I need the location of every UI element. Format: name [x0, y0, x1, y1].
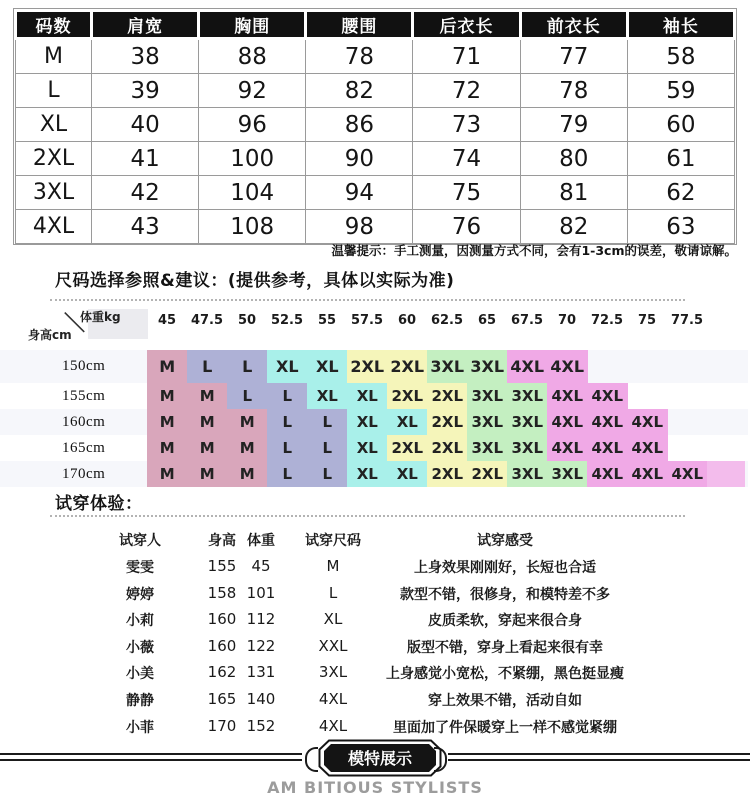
measure-value-cell: 86 — [306, 108, 413, 142]
fitting-person: 小美 — [126, 666, 154, 683]
measure-value-cell: 73 — [413, 108, 520, 142]
size-cell: 2XL — [347, 350, 388, 383]
fitting-weight: 112 — [246, 610, 276, 629]
measure-header-cell: 后衣长 — [413, 11, 520, 39]
size-cell: M — [227, 461, 268, 487]
measure-value-cell: 82 — [306, 74, 413, 108]
measure-table-row — [16, 39, 735, 74]
measure-value-cell: 74 — [413, 142, 520, 176]
measure-value-cell: 108 — [199, 210, 306, 244]
footer-rule-left — [0, 753, 302, 761]
size-cell: M — [227, 409, 268, 435]
size-cell: 4XL — [667, 461, 708, 487]
size-cell: 2XL — [427, 409, 468, 435]
size-cell: 2XL — [467, 461, 508, 487]
measure-value-cell: 78 — [520, 74, 627, 108]
weight-label: 50 — [237, 313, 257, 328]
measure-table-row — [16, 176, 735, 210]
size-cell: XL — [347, 435, 388, 461]
measure-value-cell: 98 — [306, 210, 413, 244]
fitting-weight: 122 — [246, 636, 276, 655]
fitting-height: 165 — [207, 690, 237, 708]
size-cell: 2XL — [387, 350, 428, 383]
fitting-person: 静静 — [126, 693, 154, 709]
size-cell: 4XL — [547, 350, 588, 383]
measure-header-cell: 袖长 — [627, 11, 734, 39]
fitting-weight: 140 — [246, 690, 276, 708]
measure-value-cell: 71 — [413, 39, 520, 74]
badge-plaque-icon — [318, 739, 442, 777]
size-cell: M — [147, 383, 188, 409]
fitting-size: XL — [323, 610, 343, 629]
measure-size-cell: 2XL — [16, 142, 92, 176]
measure-header-cell: 腰围 — [306, 11, 413, 39]
weight-label: 60 — [397, 313, 417, 328]
fitting-header-cell: 试穿尺码 — [305, 533, 361, 549]
measure-header-cell: 前衣长 — [520, 11, 627, 39]
fitting-person: 小莉 — [126, 613, 154, 630]
measure-value-cell: 100 — [199, 142, 306, 176]
size-cell: 2XL — [387, 383, 428, 409]
size-cell: XL — [307, 383, 348, 409]
size-cell-filler — [707, 461, 745, 487]
fitting-person: 婷婷 — [126, 586, 154, 603]
weight-label: 57.5 — [350, 313, 384, 328]
size-cell: M — [187, 383, 228, 409]
fitting-height: 170 — [207, 716, 237, 735]
brand-subtitle: AM BITIOUS STYLISTS — [267, 778, 483, 797]
measure-value-cell: 61 — [627, 142, 734, 176]
measure-value-cell: 79 — [520, 108, 627, 142]
weight-label: 72.5 — [590, 313, 624, 328]
fitting-feel: 款型不错，很修身，和模特差不多 — [400, 586, 610, 603]
fitting-person: 雯雯 — [126, 560, 154, 576]
size-cell: 2XL — [427, 383, 468, 409]
size-cell: 3XL — [467, 383, 508, 409]
weight-label: 62.5 — [430, 313, 464, 328]
size-cell: 4XL — [627, 461, 668, 487]
fitting-weight: 101 — [246, 583, 276, 602]
size-cell: M — [187, 409, 228, 435]
weight-label: 70 — [557, 313, 577, 328]
size-cell: 3XL — [507, 461, 548, 487]
measure-value-cell: 77 — [520, 39, 627, 74]
fitting-feel: 穿上效果不错，活动自如 — [428, 693, 582, 709]
measure-value-cell: 60 — [627, 108, 734, 142]
footer-rule-right — [448, 753, 750, 761]
size-cell: L — [227, 383, 268, 409]
size-cell: M — [147, 461, 188, 487]
measure-header-cell: 码数 — [16, 11, 92, 39]
model-display-badge — [318, 739, 442, 777]
weight-label: 45 — [157, 313, 177, 328]
measure-size-cell: 4XL — [16, 210, 92, 244]
size-cell: XL — [387, 409, 428, 435]
weight-label: 47.5 — [190, 313, 224, 328]
fitting-header-cell: 身高 — [208, 533, 236, 549]
measure-value-cell: 96 — [199, 108, 306, 142]
size-cell: 3XL — [427, 350, 468, 383]
measure-value-cell: 88 — [199, 39, 306, 74]
size-cell: 3XL — [507, 435, 548, 461]
size-cell: 2XL — [427, 461, 468, 487]
size-cell: 4XL — [587, 409, 628, 435]
size-cell: 3XL — [507, 409, 548, 435]
size-cell: M — [147, 435, 188, 461]
fitting-height: 160 — [207, 636, 237, 655]
measure-value-cell: 90 — [306, 142, 413, 176]
fitting-height: 155 — [207, 557, 237, 575]
measure-table-row — [16, 74, 735, 108]
size-cell: L — [267, 383, 308, 409]
measurement-table-wrapper — [13, 8, 737, 245]
measure-value-cell: 82 — [520, 210, 627, 244]
size-cell: 4XL — [547, 435, 588, 461]
measure-value-cell: 62 — [627, 176, 734, 210]
fitting-person: 小菲 — [126, 719, 154, 736]
size-cell: XL — [347, 461, 388, 487]
measure-header-cell: 胸围 — [199, 11, 306, 39]
size-cell: M — [187, 461, 228, 487]
height-label: 170cm — [62, 466, 106, 482]
size-cell: M — [147, 409, 188, 435]
fitting-feel: 皮质柔软，穿起来很合身 — [428, 613, 582, 630]
fitting-feel: 上身效果刚刚好，长短也合适 — [414, 560, 596, 576]
size-cell: XL — [347, 409, 388, 435]
size-cell: L — [307, 461, 348, 487]
height-label: 165cm — [62, 440, 106, 456]
size-cell: M — [187, 435, 228, 461]
fitting-size: 3XL — [318, 663, 348, 682]
size-cell: 3XL — [467, 409, 508, 435]
fitting-height: 162 — [207, 663, 237, 682]
fitting-weight: 131 — [246, 663, 276, 682]
fitting-header-cell: 试穿人 — [119, 533, 161, 549]
size-guide-title: 尺码选择参照&建议：(提供参考，具体以实际为准) — [55, 271, 455, 291]
measure-value-cell: 39 — [92, 74, 199, 108]
size-cell: 3XL — [467, 350, 508, 383]
size-cell: 2XL — [387, 435, 428, 461]
axis-x-label: 体重kg — [80, 310, 121, 324]
measure-value-cell: 94 — [306, 176, 413, 210]
footer-arc-left-icon — [305, 747, 318, 772]
fitting-size: L — [328, 583, 338, 602]
height-label: 160cm — [62, 414, 106, 430]
measure-value-cell: 58 — [627, 39, 734, 74]
size-cell: L — [267, 461, 308, 487]
size-cell: 4XL — [627, 435, 668, 461]
measure-table-row — [16, 142, 735, 176]
weight-label: 77.5 — [670, 313, 704, 328]
measure-value-cell: 81 — [520, 176, 627, 210]
size-cell: L — [227, 350, 268, 383]
measure-size-cell: 3XL — [16, 176, 92, 210]
fitting-person: 小薇 — [126, 639, 154, 656]
fitting-divider — [50, 515, 685, 517]
measure-value-cell: 63 — [627, 210, 734, 244]
size-cell: XL — [307, 350, 348, 383]
weight-label: 65 — [477, 313, 497, 328]
fitting-header-cell: 体重 — [247, 533, 275, 549]
size-cell: XL — [267, 350, 308, 383]
fitting-weight: 152 — [246, 716, 276, 735]
size-cell: XL — [387, 461, 428, 487]
size-cell: M — [147, 350, 188, 383]
measure-table-row — [16, 210, 735, 244]
fitting-size: M — [326, 557, 340, 575]
size-cell: 4XL — [547, 409, 588, 435]
size-cell: L — [267, 409, 308, 435]
size-cell: L — [307, 435, 348, 461]
size-guide-divider — [50, 299, 685, 301]
size-cell: L — [267, 435, 308, 461]
size-cell: 2XL — [427, 435, 468, 461]
size-cell: 4XL — [547, 383, 588, 409]
measure-size-cell: XL — [16, 108, 92, 142]
size-cell: 4XL — [587, 461, 628, 487]
measure-value-cell: 72 — [413, 74, 520, 108]
measure-value-cell: 75 — [413, 176, 520, 210]
weight-label: 67.5 — [510, 313, 544, 328]
axis-y-label: 身高cm — [28, 328, 72, 342]
measure-size-cell: M — [16, 39, 92, 74]
fitting-feel: 里面加了件保暖穿上一样不感觉紧绷 — [393, 719, 617, 736]
fitting-title: 试穿体验： — [55, 494, 143, 514]
size-cell: 4XL — [507, 350, 548, 383]
measure-value-cell: 42 — [92, 176, 199, 210]
measure-value-cell: 92 — [199, 74, 306, 108]
fitting-weight: 45 — [251, 557, 271, 575]
size-cell: 3XL — [507, 383, 548, 409]
size-cell: L — [307, 409, 348, 435]
measure-value-cell: 78 — [306, 39, 413, 74]
badge-label: 模特展示 — [347, 749, 413, 768]
fitting-size: 4XL — [318, 690, 348, 708]
size-cell: 4XL — [587, 383, 628, 409]
measure-table-body — [16, 39, 735, 244]
size-cell: 4XL — [587, 435, 628, 461]
measure-size-cell: L — [16, 74, 92, 108]
measurement-note: 温馨提示：手工测量，因测量方式不同，会有1-3cm的误差，敬请谅解。 — [331, 243, 737, 258]
height-label: 155cm — [62, 388, 106, 404]
measure-header-cell: 肩宽 — [92, 11, 199, 39]
fitting-height: 160 — [207, 610, 237, 629]
height-label: 150cm — [62, 358, 106, 374]
measure-value-cell: 40 — [92, 108, 199, 142]
measure-value-cell: 59 — [627, 74, 734, 108]
measure-table-head-row — [16, 11, 735, 39]
measurement-table — [14, 9, 736, 244]
weight-label: 75 — [637, 313, 657, 328]
fitting-feel: 上身感觉小宽松，不紧绷，黑色挺显瘦 — [386, 666, 624, 683]
measure-table-row — [16, 108, 735, 142]
size-cell: M — [227, 435, 268, 461]
weight-label: 55 — [317, 313, 337, 328]
size-cell: 4XL — [627, 409, 668, 435]
measure-value-cell: 38 — [92, 39, 199, 74]
fitting-height: 158 — [207, 583, 237, 602]
fitting-size: XXL — [318, 636, 348, 655]
axis-diagonal: ＼ — [64, 311, 85, 335]
size-cell: XL — [347, 383, 388, 409]
weight-label: 52.5 — [270, 313, 304, 328]
measure-value-cell: 43 — [92, 210, 199, 244]
measure-value-cell: 76 — [413, 210, 520, 244]
size-cell: L — [187, 350, 228, 383]
fitting-header-cell: 试穿感受 — [477, 533, 533, 549]
measure-value-cell: 104 — [199, 176, 306, 210]
fitting-size: 4XL — [318, 716, 348, 735]
fitting-feel: 版型不错，穿身上看起来很有幸 — [407, 639, 603, 656]
size-cell: 3XL — [467, 435, 508, 461]
measure-value-cell: 80 — [520, 142, 627, 176]
measure-value-cell: 41 — [92, 142, 199, 176]
size-cell: 3XL — [547, 461, 588, 487]
